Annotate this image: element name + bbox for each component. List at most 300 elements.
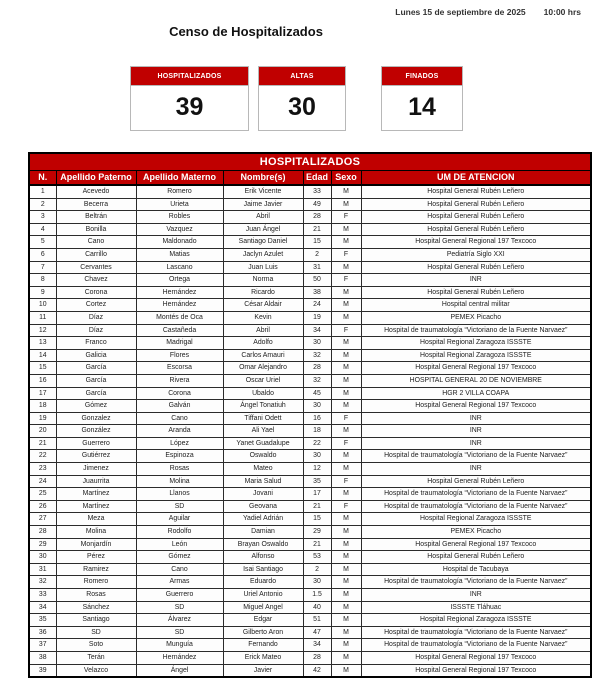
cell-apellido-paterno: Cervantes: [56, 261, 136, 274]
stat-label: HOSPITALIZADOS: [131, 67, 248, 86]
cell-nombres: Gilberto Aron: [223, 626, 303, 639]
table-row: [29, 526, 591, 539]
cell-sexo: F: [331, 248, 361, 261]
cell-apellido-materno: Hernández: [136, 651, 223, 664]
cell-apellido-paterno: Pérez: [56, 551, 136, 564]
cell-edad: 16: [303, 412, 331, 425]
cell-nombres: Abril: [223, 211, 303, 224]
cell-num: 6: [29, 248, 56, 261]
cell-um: HOSPITAL GENERAL 20 DE NOVIEMBRE: [361, 374, 591, 387]
cell-edad: 49: [303, 198, 331, 211]
cell-edad: 30: [303, 450, 331, 463]
cell-num: 17: [29, 387, 56, 400]
cell-edad: 51: [303, 614, 331, 627]
cell-nombres: Norma: [223, 274, 303, 287]
table-row: [29, 463, 591, 476]
cell-num: 15: [29, 362, 56, 375]
cell-apellido-materno: Armas: [136, 576, 223, 589]
time-text: 10:00 hrs: [543, 7, 581, 17]
cell-apellido-materno: Ángel: [136, 664, 223, 677]
cell-apellido-materno: SD: [136, 500, 223, 513]
cell-edad: 28: [303, 211, 331, 224]
cell-num: 38: [29, 651, 56, 664]
cell-um: INR: [361, 463, 591, 476]
cell-apellido-materno: Romero: [136, 185, 223, 198]
cell-num: 28: [29, 526, 56, 539]
table-row: [29, 412, 591, 425]
cell-num: 23: [29, 463, 56, 476]
table-title-row: [29, 153, 591, 170]
cell-nombres: Yanet Guadalupe: [223, 437, 303, 450]
cell-num: 9: [29, 286, 56, 299]
cell-apellido-materno: Lascano: [136, 261, 223, 274]
cell-num: 21: [29, 437, 56, 450]
cell-apellido-materno: Madrigal: [136, 337, 223, 350]
cell-um: Hospital General Regional 197 Texcoco: [361, 664, 591, 677]
cell-um: Hospital General Rubén Leñero: [361, 286, 591, 299]
cell-um: INR: [361, 425, 591, 438]
cell-apellido-materno: León: [136, 538, 223, 551]
table-row: [29, 286, 591, 299]
cell-apellido-paterno: Martínez: [56, 488, 136, 501]
cell-edad: 38: [303, 286, 331, 299]
col-header-num: N.: [29, 170, 56, 185]
cell-num: 27: [29, 513, 56, 526]
cell-apellido-materno: Hernández: [136, 286, 223, 299]
cell-um: HGR 2 VILLA COAPA: [361, 387, 591, 400]
cell-sexo: M: [331, 299, 361, 312]
cell-sexo: M: [331, 198, 361, 211]
cell-nombres: Jaclyn Azulet: [223, 248, 303, 261]
cell-um: INR: [361, 274, 591, 287]
cell-sexo: M: [331, 526, 361, 539]
cell-apellido-materno: SD: [136, 601, 223, 614]
cell-sexo: F: [331, 324, 361, 337]
stats-row: [130, 66, 463, 131]
cell-apellido-paterno: Monjardín: [56, 538, 136, 551]
table-row: [29, 513, 591, 526]
cell-num: 4: [29, 223, 56, 236]
col-header-apellido-paterno: Apellido Paterno: [56, 170, 136, 185]
cell-apellido-paterno: Velazco: [56, 664, 136, 677]
cell-apellido-paterno: Becerra: [56, 198, 136, 211]
cell-nombres: Ubaldo: [223, 387, 303, 400]
cell-edad: 50: [303, 274, 331, 287]
cell-um: INR: [361, 437, 591, 450]
cell-nombres: Oswaldo: [223, 450, 303, 463]
cell-nombres: Ricardo: [223, 286, 303, 299]
cell-um: Hospital Regional Zaragoza ISSSTE: [361, 337, 591, 350]
cell-apellido-paterno: Molina: [56, 526, 136, 539]
cell-sexo: M: [331, 513, 361, 526]
cell-um: Hospital de traumatología “Victoriano de la Fuente Narvaez”: [361, 450, 591, 463]
cell-apellido-materno: Flores: [136, 349, 223, 362]
cell-edad: 30: [303, 337, 331, 350]
cell-nombres: Jovani: [223, 488, 303, 501]
cell-sexo: M: [331, 488, 361, 501]
cell-sexo: M: [331, 463, 361, 476]
table-row: [29, 387, 591, 400]
cell-nombres: Abril: [223, 324, 303, 337]
cell-apellido-paterno: Beltrán: [56, 211, 136, 224]
cell-apellido-materno: Gómez: [136, 551, 223, 564]
cell-nombres: Juan Luis: [223, 261, 303, 274]
cell-sexo: M: [331, 601, 361, 614]
cell-um: Hospital General Rubén Leñero: [361, 185, 591, 198]
cell-sexo: M: [331, 450, 361, 463]
cell-nombres: Santiago Daniel: [223, 236, 303, 249]
cell-apellido-materno: Matias: [136, 248, 223, 261]
cell-edad: 53: [303, 551, 331, 564]
cell-um: Pediatría Siglo XXI: [361, 248, 591, 261]
table-row: [29, 425, 591, 438]
cell-edad: 30: [303, 400, 331, 413]
cell-apellido-paterno: Galicia: [56, 349, 136, 362]
cell-nombres: Geovana: [223, 500, 303, 513]
table-row: [29, 299, 591, 312]
cell-apellido-materno: Ortega: [136, 274, 223, 287]
cell-um: Hospital de traumatología “Victoriano de la Fuente Narvaez”: [361, 576, 591, 589]
cell-apellido-materno: Munguía: [136, 639, 223, 652]
cell-apellido-materno: Corona: [136, 387, 223, 400]
cell-sexo: M: [331, 223, 361, 236]
cell-sexo: F: [331, 475, 361, 488]
table-row: [29, 437, 591, 450]
table-row: [29, 261, 591, 274]
cell-um: Hospital de traumatología “Victoriano de la Fuente Narvaez”: [361, 626, 591, 639]
col-header-apellido-materno: Apellido Materno: [136, 170, 223, 185]
cell-apellido-paterno: Sánchez: [56, 601, 136, 614]
stat-value: 39: [131, 86, 248, 130]
cell-apellido-materno: Vazquez: [136, 223, 223, 236]
cell-apellido-paterno: García: [56, 374, 136, 387]
cell-edad: 42: [303, 664, 331, 677]
cell-sexo: M: [331, 311, 361, 324]
cell-apellido-paterno: Meza: [56, 513, 136, 526]
cell-um: Hospital General Regional 197 Texcoco: [361, 538, 591, 551]
cell-apellido-materno: Álvarez: [136, 614, 223, 627]
table-row: [29, 538, 591, 551]
cell-apellido-materno: Escorsa: [136, 362, 223, 375]
cell-edad: 21: [303, 223, 331, 236]
cell-sexo: F: [331, 211, 361, 224]
stat-value: 14: [382, 86, 462, 130]
cell-nombres: Erik Vicente: [223, 185, 303, 198]
cell-nombres: Fernando: [223, 639, 303, 652]
cell-edad: 19: [303, 311, 331, 324]
cell-edad: 35: [303, 475, 331, 488]
cell-apellido-paterno: Cano: [56, 236, 136, 249]
cell-apellido-paterno: Terán: [56, 651, 136, 664]
cell-sexo: M: [331, 349, 361, 362]
cell-apellido-paterno: Franco: [56, 337, 136, 350]
cell-num: 13: [29, 337, 56, 350]
table-row: [29, 211, 591, 224]
cell-sexo: M: [331, 576, 361, 589]
cell-num: 33: [29, 589, 56, 602]
cell-edad: 29: [303, 526, 331, 539]
cell-apellido-paterno: Chavez: [56, 274, 136, 287]
cell-apellido-materno: Molina: [136, 475, 223, 488]
cell-sexo: M: [331, 374, 361, 387]
cell-apellido-materno: Rosas: [136, 463, 223, 476]
cell-edad: 24: [303, 299, 331, 312]
cell-nombres: Eduardo: [223, 576, 303, 589]
cell-um: Hospital General Rubén Leñero: [361, 223, 591, 236]
stat-box-finados: [381, 66, 463, 131]
cell-apellido-paterno: Cortez: [56, 299, 136, 312]
cell-num: 26: [29, 500, 56, 513]
cell-apellido-paterno: Romero: [56, 576, 136, 589]
cell-edad: 34: [303, 324, 331, 337]
table-row: [29, 236, 591, 249]
cell-sexo: M: [331, 185, 361, 198]
cell-um: PEMEX Picacho: [361, 311, 591, 324]
table-row: [29, 198, 591, 211]
cell-edad: 2: [303, 563, 331, 576]
cell-sexo: M: [331, 626, 361, 639]
table-row: [29, 337, 591, 350]
cell-nombres: Mateo: [223, 463, 303, 476]
cell-edad: 40: [303, 601, 331, 614]
cell-apellido-materno: López: [136, 437, 223, 450]
cell-edad: 15: [303, 513, 331, 526]
cell-nombres: Carlos Amauri: [223, 349, 303, 362]
cell-num: 31: [29, 563, 56, 576]
cell-sexo: M: [331, 589, 361, 602]
cell-nombres: Juan Ángel: [223, 223, 303, 236]
cell-num: 22: [29, 450, 56, 463]
cell-apellido-materno: Cano: [136, 563, 223, 576]
cell-sexo: F: [331, 500, 361, 513]
cell-apellido-paterno: Díaz: [56, 311, 136, 324]
cell-nombres: Yadiel Adrián: [223, 513, 303, 526]
cell-edad: 47: [303, 626, 331, 639]
table-row: [29, 626, 591, 639]
cell-apellido-paterno: Corona: [56, 286, 136, 299]
cell-apellido-materno: Hernández: [136, 299, 223, 312]
cell-num: 7: [29, 261, 56, 274]
cell-edad: 21: [303, 538, 331, 551]
cell-apellido-materno: Aguilar: [136, 513, 223, 526]
cell-um: PEMEX Picacho: [361, 526, 591, 539]
cell-num: 30: [29, 551, 56, 564]
cell-edad: 30: [303, 576, 331, 589]
table-row: [29, 248, 591, 261]
cell-sexo: M: [331, 563, 361, 576]
col-header-edad: Edad: [303, 170, 331, 185]
cell-num: 2: [29, 198, 56, 211]
cell-apellido-materno: Espinoza: [136, 450, 223, 463]
cell-apellido-paterno: Gonzalez: [56, 412, 136, 425]
cell-apellido-materno: Rodolfo: [136, 526, 223, 539]
col-header-um: UM DE ATENCION: [361, 170, 591, 185]
cell-edad: 15: [303, 236, 331, 249]
stat-label: FINADOS: [382, 67, 462, 86]
cell-nombres: Brayan Oswaldo: [223, 538, 303, 551]
table-row: [29, 589, 591, 602]
cell-apellido-materno: Castañeda: [136, 324, 223, 337]
cell-sexo: M: [331, 387, 361, 400]
date-text: Lunes 15 de septiembre de 2025: [395, 7, 526, 17]
table-row: [29, 324, 591, 337]
cell-nombres: Javier: [223, 664, 303, 677]
table-row: [29, 500, 591, 513]
table-row: [29, 639, 591, 652]
table-row: [29, 349, 591, 362]
cell-nombres: Adolfo: [223, 337, 303, 350]
cell-apellido-materno: Guerrero: [136, 589, 223, 602]
cell-nombres: Miguel Angel: [223, 601, 303, 614]
cell-apellido-materno: Robles: [136, 211, 223, 224]
cell-um: Hospital General Regional 197 Texcoco: [361, 362, 591, 375]
table-row: [29, 551, 591, 564]
cell-nombres: Tiffani Odett: [223, 412, 303, 425]
cell-num: 39: [29, 664, 56, 677]
stat-value: 30: [259, 86, 345, 130]
cell-sexo: F: [331, 412, 361, 425]
table-row: [29, 374, 591, 387]
cell-apellido-paterno: García: [56, 387, 136, 400]
cell-nombres: Ángel Tonatiuh: [223, 400, 303, 413]
cell-um: Hospital de Tacubaya: [361, 563, 591, 576]
cell-apellido-materno: Rivera: [136, 374, 223, 387]
cell-num: 18: [29, 400, 56, 413]
table-row: [29, 563, 591, 576]
cell-apellido-materno: Montés de Oca: [136, 311, 223, 324]
cell-um: Hospital Regional Zaragoza ISSSTE: [361, 614, 591, 627]
cell-nombres: Ali Yael: [223, 425, 303, 438]
cell-um: Hospital de traumatología “Victoriano de la Fuente Narvaez”: [361, 488, 591, 501]
table-row: [29, 185, 591, 198]
col-header-nombres: Nombre(s): [223, 170, 303, 185]
cell-apellido-paterno: Martínez: [56, 500, 136, 513]
cell-apellido-paterno: Gutiérrez: [56, 450, 136, 463]
table-row: [29, 274, 591, 287]
cell-sexo: M: [331, 236, 361, 249]
cell-sexo: F: [331, 274, 361, 287]
cell-apellido-paterno: Santiago: [56, 614, 136, 627]
table-row: [29, 223, 591, 236]
cell-um: Hospital General Rubén Leñero: [361, 261, 591, 274]
cell-edad: 18: [303, 425, 331, 438]
table-row: [29, 664, 591, 677]
cell-nombres: Erick Mateo: [223, 651, 303, 664]
cell-num: 19: [29, 412, 56, 425]
table-row: [29, 614, 591, 627]
cell-nombres: Isai Santiago: [223, 563, 303, 576]
cell-num: 16: [29, 374, 56, 387]
table-row: [29, 651, 591, 664]
cell-edad: 22: [303, 437, 331, 450]
cell-num: 20: [29, 425, 56, 438]
cell-edad: 21: [303, 500, 331, 513]
col-header-sexo: Sexo: [331, 170, 361, 185]
cell-edad: 32: [303, 349, 331, 362]
cell-num: 36: [29, 626, 56, 639]
cell-nombres: César Aldair: [223, 299, 303, 312]
cell-edad: 28: [303, 362, 331, 375]
cell-apellido-paterno: Bonilla: [56, 223, 136, 236]
cell-edad: 28: [303, 651, 331, 664]
cell-um: Hospital central militar: [361, 299, 591, 312]
hospitalized-table: [28, 152, 592, 678]
cell-edad: 34: [303, 639, 331, 652]
cell-um: Hospital de traumatología “Victoriano de la Fuente Narvaez”: [361, 639, 591, 652]
cell-um: Hospital General Rubén Leñero: [361, 551, 591, 564]
cell-sexo: M: [331, 286, 361, 299]
cell-sexo: F: [331, 437, 361, 450]
cell-apellido-materno: Cano: [136, 412, 223, 425]
cell-nombres: Damian: [223, 526, 303, 539]
cell-um: Hospital General Rubén Leñero: [361, 211, 591, 224]
cell-apellido-paterno: Guerrero: [56, 437, 136, 450]
cell-um: Hospital General Rubén Leñero: [361, 475, 591, 488]
cell-num: 3: [29, 211, 56, 224]
cell-um: Hospital General Regional 197 Texcoco: [361, 400, 591, 413]
cell-num: 5: [29, 236, 56, 249]
table-row: [29, 450, 591, 463]
cell-apellido-materno: Urieta: [136, 198, 223, 211]
cell-sexo: M: [331, 337, 361, 350]
cell-nombres: Kevin: [223, 311, 303, 324]
cell-edad: 2: [303, 248, 331, 261]
cell-apellido-paterno: Jimenez: [56, 463, 136, 476]
cell-sexo: M: [331, 261, 361, 274]
table-row: [29, 475, 591, 488]
cell-edad: 31: [303, 261, 331, 274]
cell-nombres: Jaime Javier: [223, 198, 303, 211]
table-row: [29, 362, 591, 375]
cell-um: Hospital de traumatología “Victoriano de la Fuente Narvaez”: [361, 500, 591, 513]
cell-sexo: M: [331, 362, 361, 375]
cell-num: 34: [29, 601, 56, 614]
cell-num: 25: [29, 488, 56, 501]
cell-nombres: Alfonso: [223, 551, 303, 564]
cell-apellido-paterno: Ramirez: [56, 563, 136, 576]
cell-edad: 33: [303, 185, 331, 198]
cell-apellido-paterno: González: [56, 425, 136, 438]
cell-apellido-paterno: Díaz: [56, 324, 136, 337]
cell-nombres: Edgar: [223, 614, 303, 627]
cell-um: ISSSTE Tláhuac: [361, 601, 591, 614]
cell-edad: 45: [303, 387, 331, 400]
cell-apellido-materno: SD: [136, 626, 223, 639]
cell-edad: 17: [303, 488, 331, 501]
table-header-row: [29, 170, 591, 185]
cell-apellido-materno: Galván: [136, 400, 223, 413]
cell-num: 10: [29, 299, 56, 312]
cell-num: 14: [29, 349, 56, 362]
cell-sexo: M: [331, 664, 361, 677]
cell-nombres: Uriel Antonio: [223, 589, 303, 602]
page-title: Censo de Hospitalizados: [169, 24, 323, 39]
cell-um: Hospital General Rubén Leñero: [361, 198, 591, 211]
cell-num: 32: [29, 576, 56, 589]
cell-edad: 32: [303, 374, 331, 387]
cell-um: Hospital General Regional 197 Texcoco: [361, 651, 591, 664]
cell-apellido-paterno: Rosas: [56, 589, 136, 602]
cell-sexo: M: [331, 651, 361, 664]
cell-um: Hospital Regional Zaragoza ISSSTE: [361, 349, 591, 362]
cell-sexo: M: [331, 551, 361, 564]
cell-apellido-paterno: García: [56, 362, 136, 375]
cell-nombres: Maria Salud: [223, 475, 303, 488]
cell-num: 11: [29, 311, 56, 324]
cell-nombres: Omar Alejandro: [223, 362, 303, 375]
cell-apellido-paterno: Gómez: [56, 400, 136, 413]
cell-um: Hospital General Regional 197 Texcoco: [361, 236, 591, 249]
